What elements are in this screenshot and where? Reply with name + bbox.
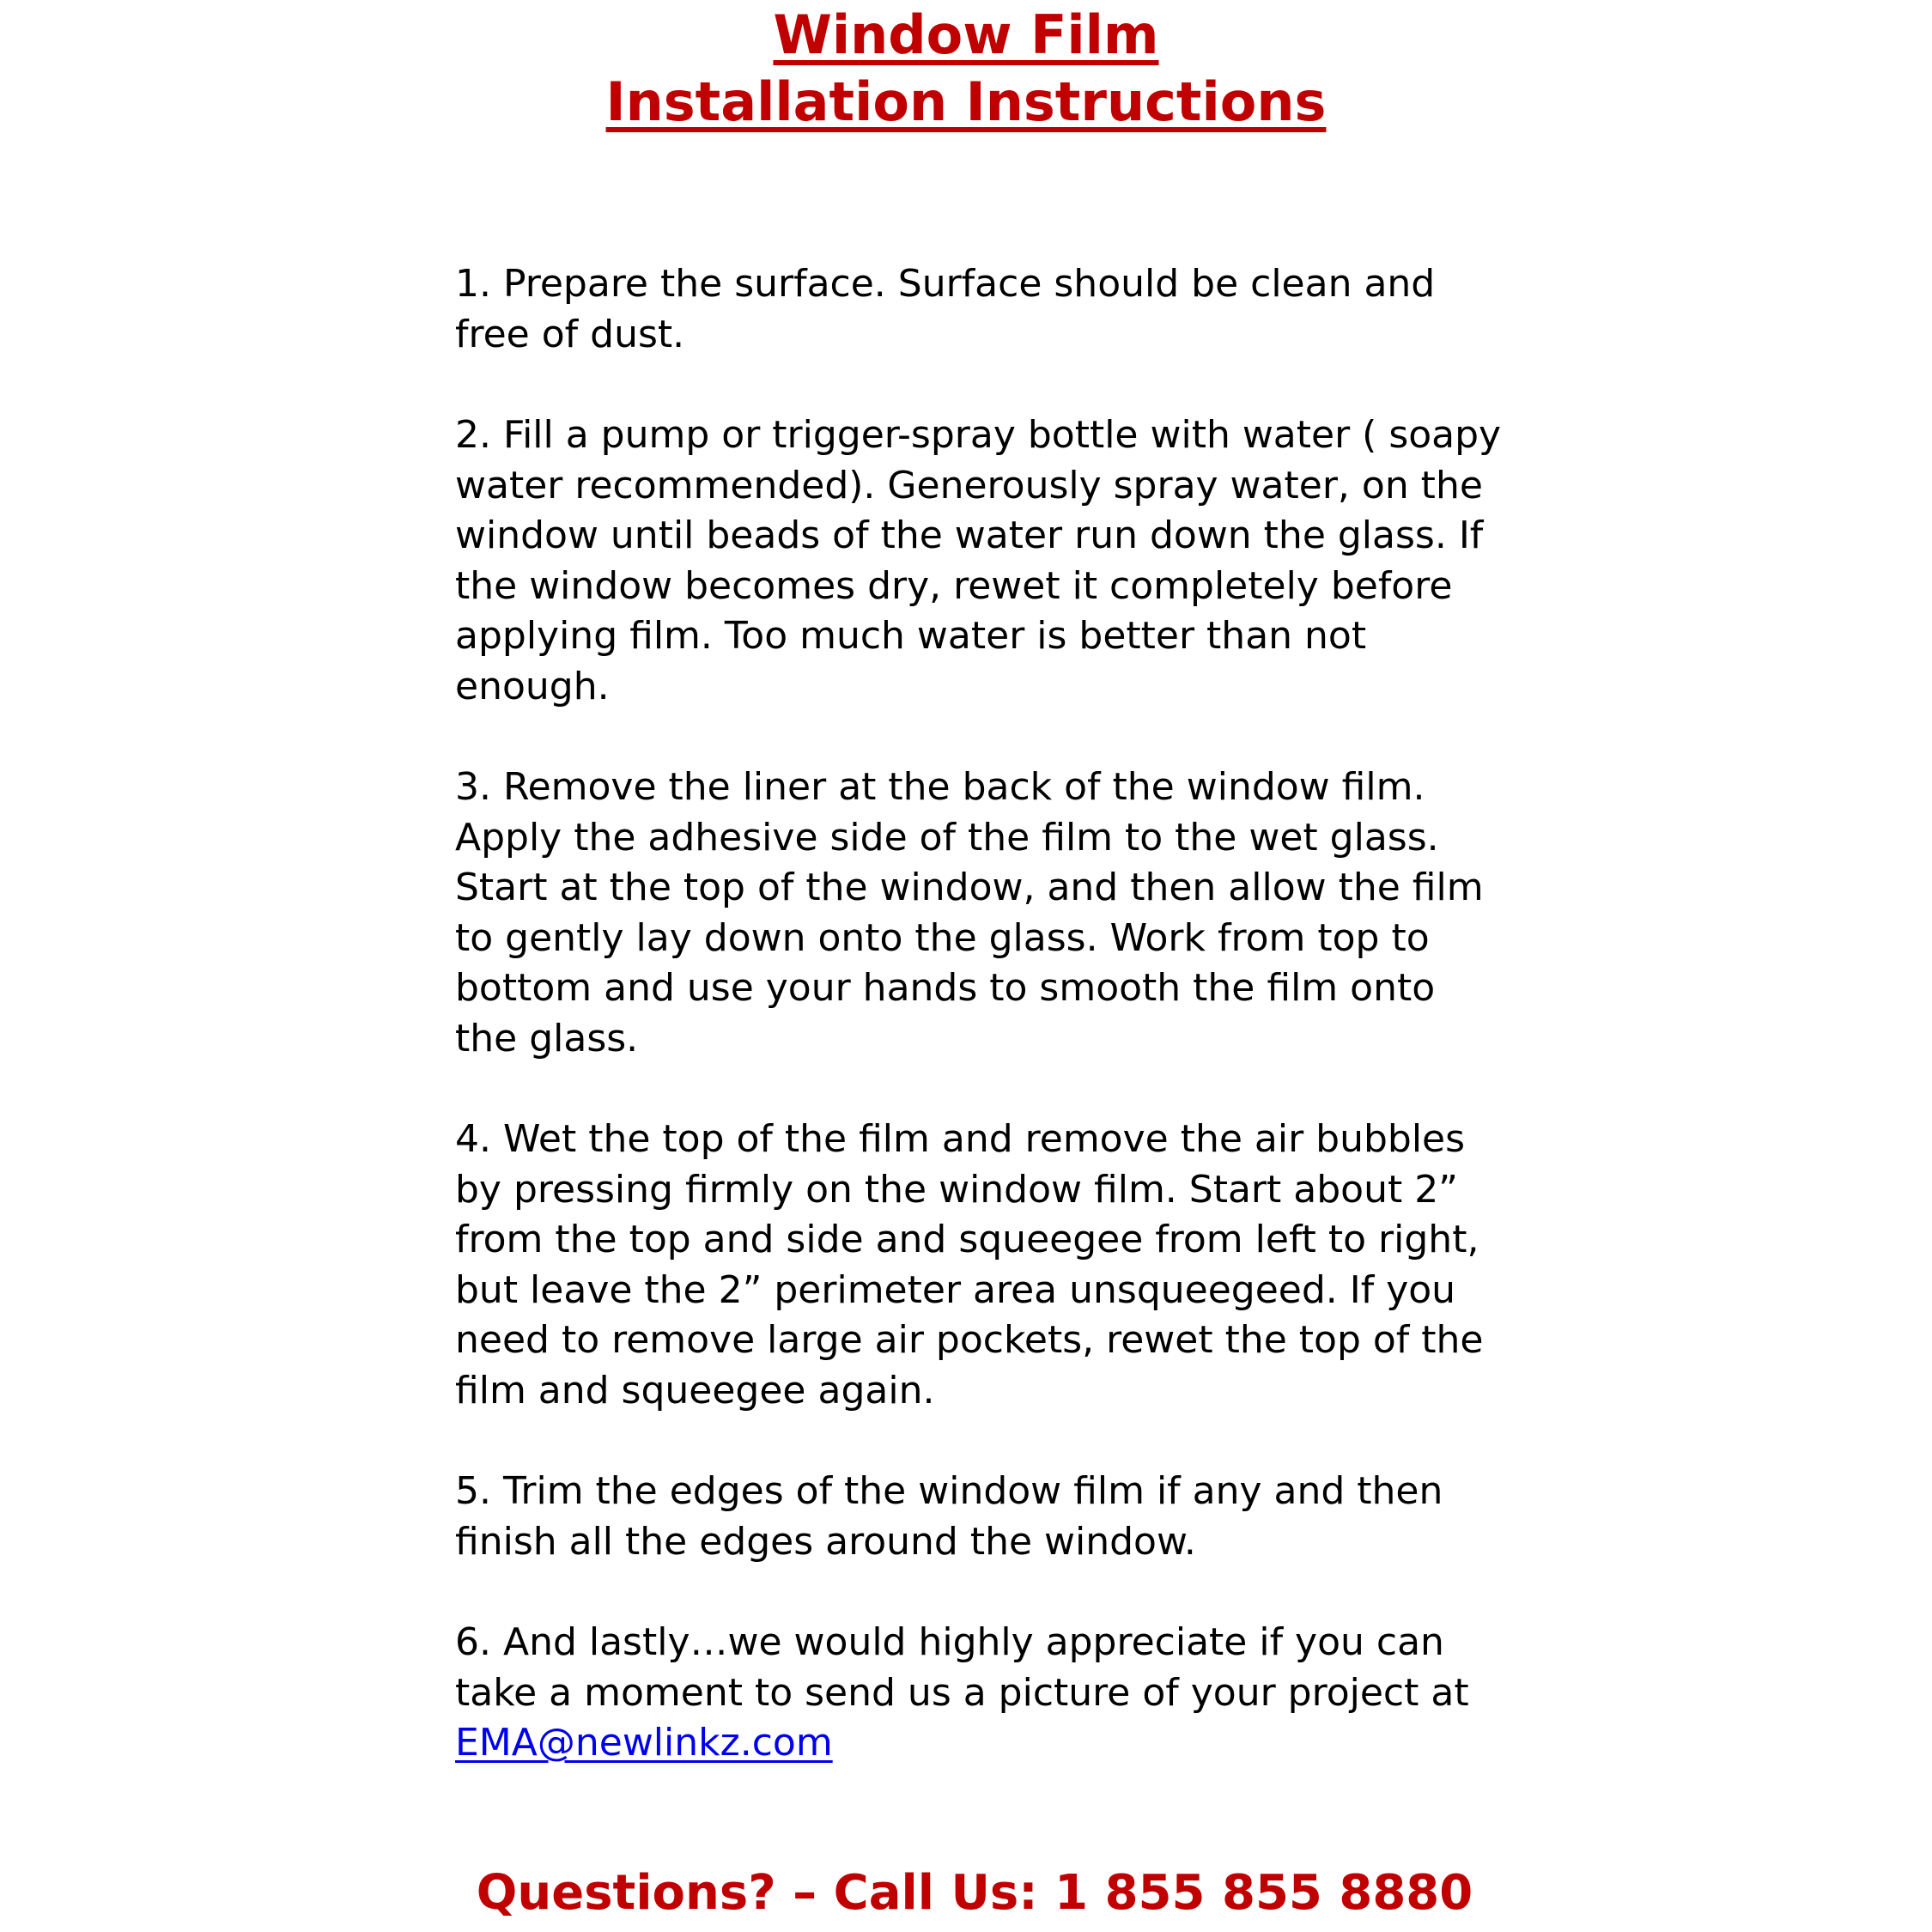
instruction-steps xyxy=(455,259,1503,1820)
call-us-footer: Questions? – Call Us: 1 855 855 8880 xyxy=(476,1865,1473,1921)
step-6-send-picture xyxy=(455,1618,1503,1769)
step-1-prepare-surface: 1. Prepare the surface. Surface should be clean and free of dust. xyxy=(455,262,1436,356)
step-6-text: 6. And lastly…we would highly appreciate if you can take a moment to send us a picture of your project at xyxy=(455,1620,1469,1715)
title-line-installation-instructions: Installation Instructions xyxy=(605,70,1327,133)
title-line-window-film: Window Film xyxy=(773,3,1159,66)
step-2-spray-water: 2. Fill a pump or trigger-spray bottle with water ( soapy water recommended). Generously spray water, on the window until beads of the water run down the glass. If the window becomes dry, rewet it completely before applying film. Too much water is better than not enough. xyxy=(455,413,1502,708)
email-link[interactable]: EMA@newlinkz.com xyxy=(455,1721,833,1765)
step-5-trim-edges: 5. Trim the edges of the window film if any and then finish all the edges around the window. xyxy=(455,1469,1443,1564)
step-3-apply-film: 3. Remove the liner at the back of the window film. Apply the adhesive side of the film to the wet glass. Start at the top of the window, and then allow the film to gently lay down onto the glass. Work from top to bottom and use your hands to smooth the film onto the glass. xyxy=(455,765,1484,1060)
step-4-remove-bubbles: 4. Wet the top of the film and remove the air bubbles by pressing firmly on the window film. Start about 2” from the top and side and squeegee from left to right, but leave the 2” perimeter area unsqueegeed. If you need to remove large air pockets, rewet the top of the film and squeegee again. xyxy=(455,1117,1484,1413)
